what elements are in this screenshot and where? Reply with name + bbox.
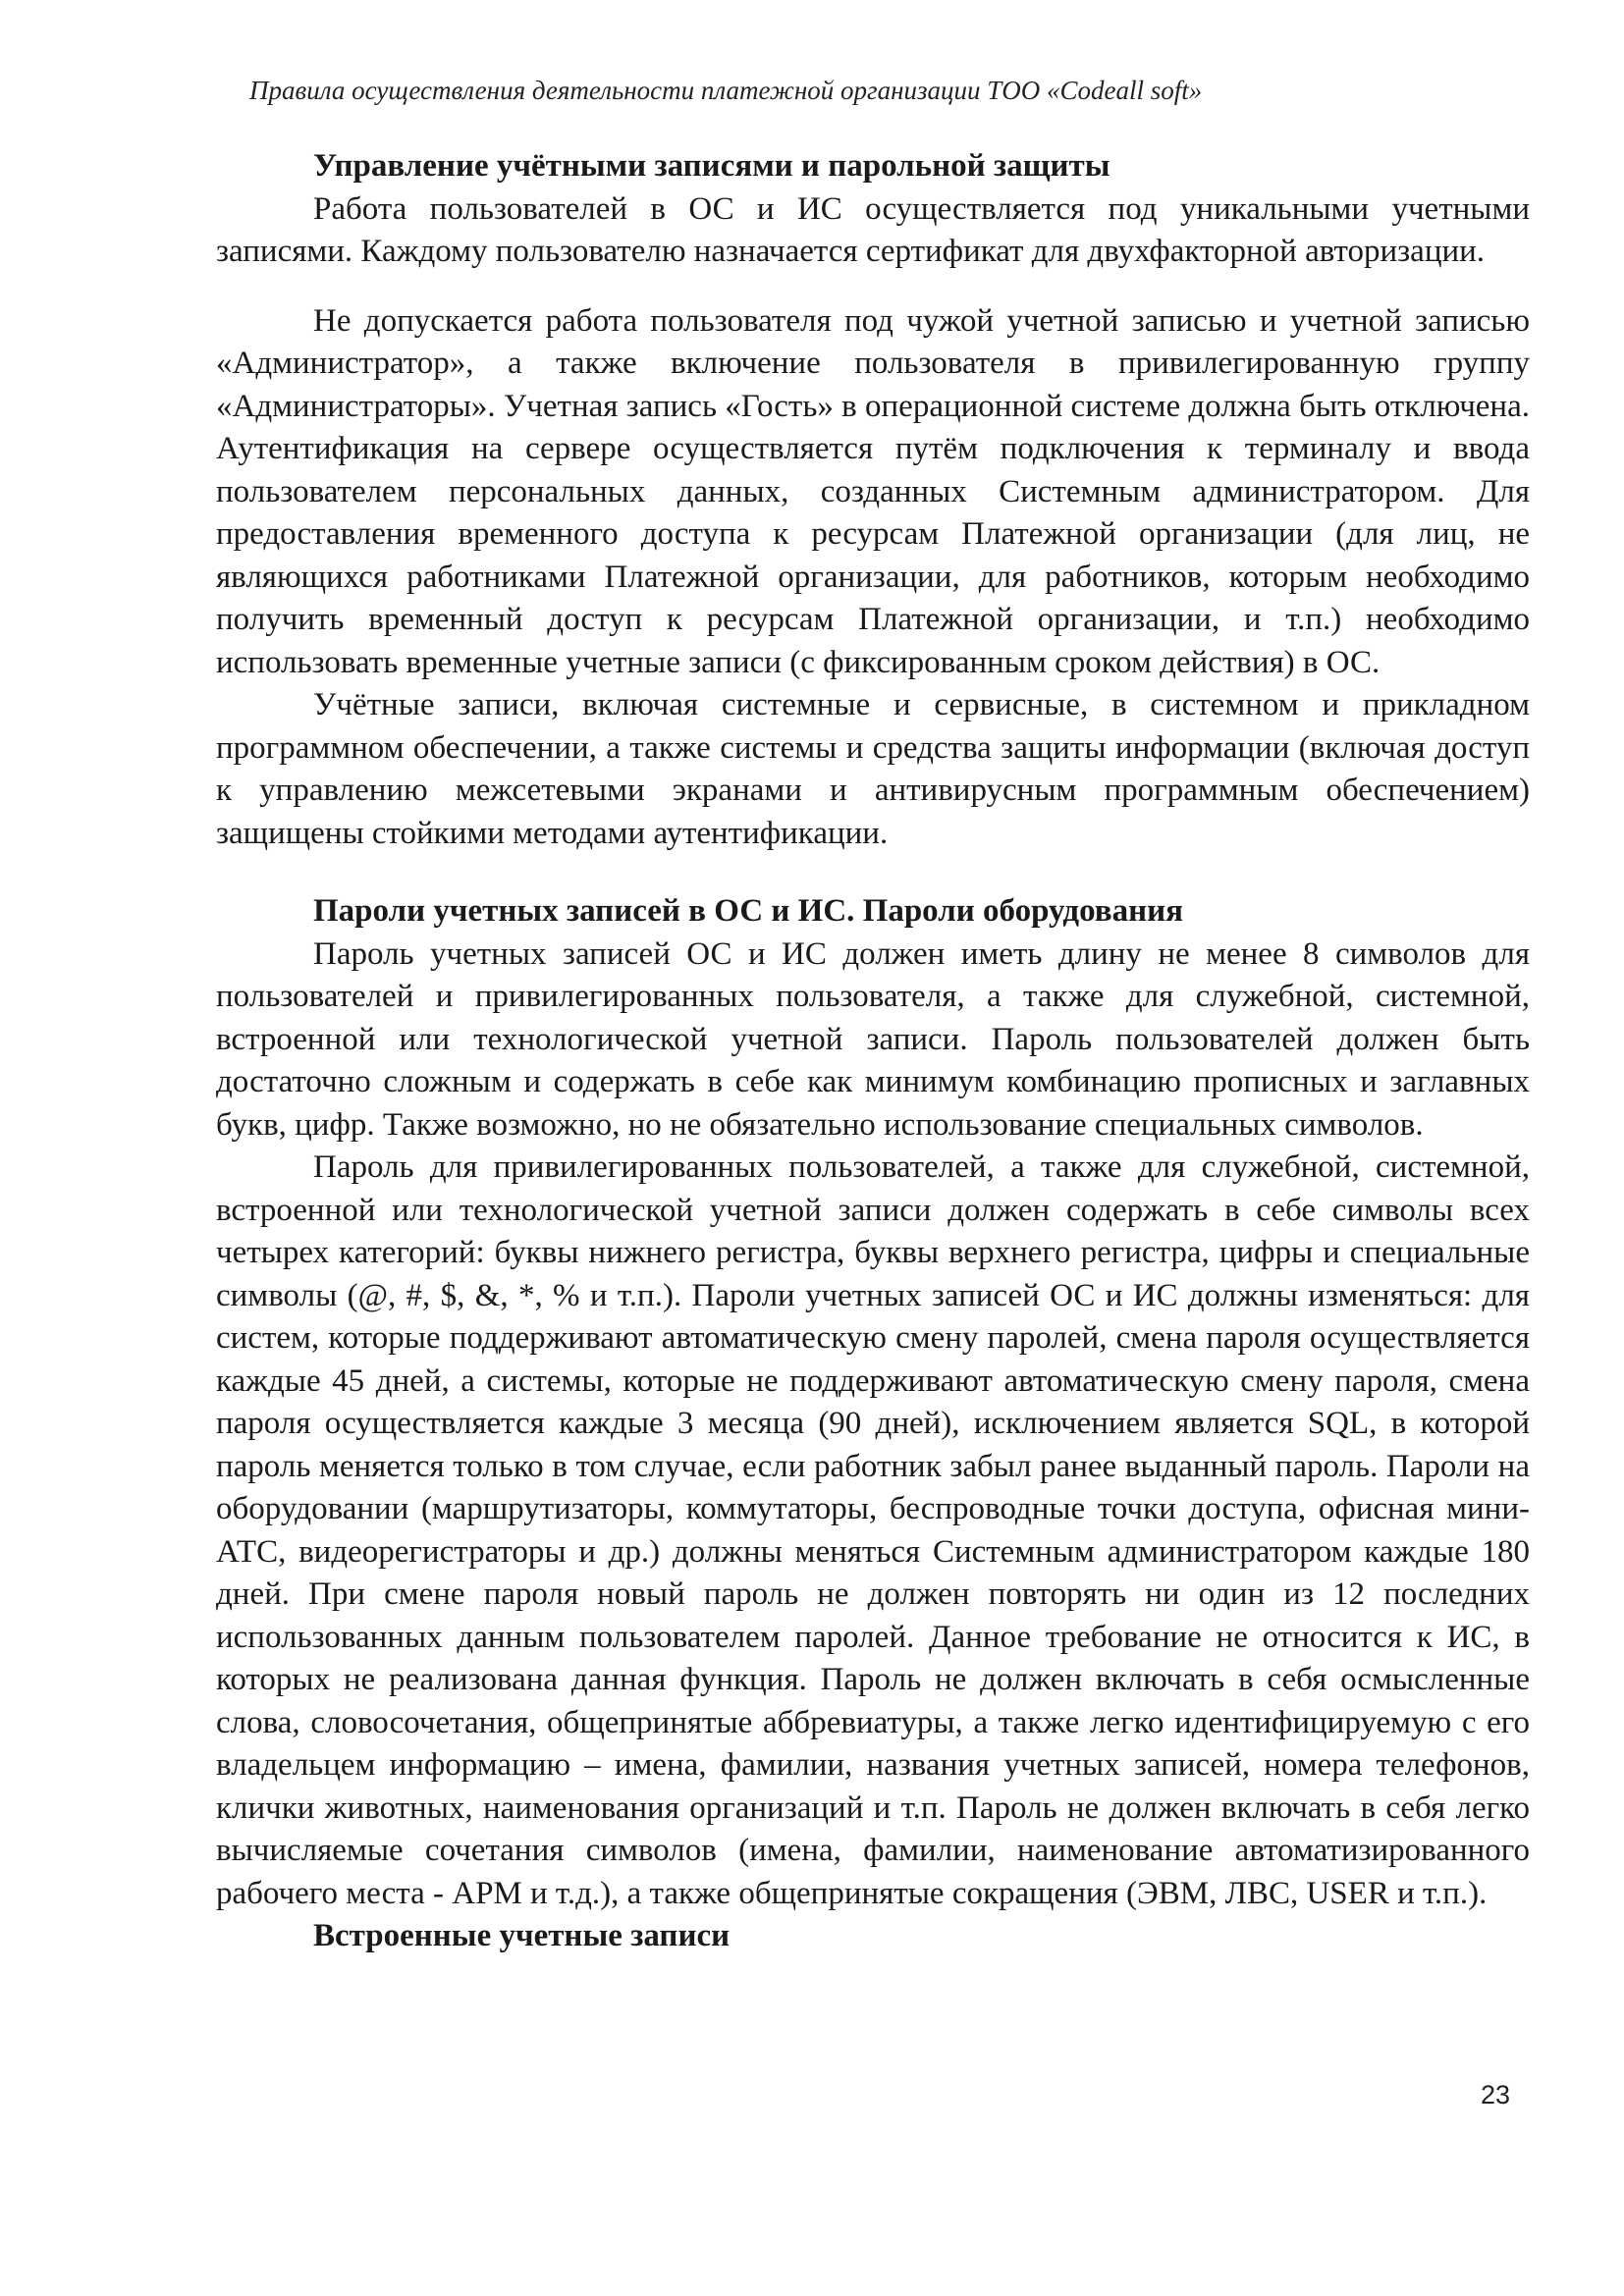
section-heading-builtin: Встроенные учетные записи: [313, 1918, 731, 1953]
page-body: [216, 145, 1530, 1958]
section-heading-accounts: Управление учётными записями и парольной защиты: [313, 148, 1110, 184]
page-number: 23: [1481, 2080, 1511, 2109]
paragraph: Работа пользователей в ОС и ИС осуществляется под уникальными учетными записями. Каждому пользователю назначается сертификат для двухфакторной авторизации.: [216, 190, 1530, 269]
section-heading-passwords: Пароли учетных записей в ОС и ИС. Пароли оборудования: [313, 893, 1184, 929]
running-header: Правила осуществления деятельности платежной организации ТОО «Codeall soft»: [249, 76, 1203, 105]
paragraph: Пароль для привилегированных пользователей, а также для служебной, системной, встроенной или технологической учетной записи должен содержать в себе символы всех четырех категорий: буквы нижнего регистра, буквы верхнего регистра, цифры и специальные символы (@, #, $, &, *, % и т.п.). Пароли учетных записей ОС и ИС должны изменяться: для систем, которые поддерживают автоматическую смену паролей, смена пароля осуществляется каждые 45 дней, а системы, которые не поддерживают автоматическую смену пароля, смена пароля осуществляется каждые 3 месяца (90 дней), исключением является SQL, в которой пароль меняется только в том случае, если работник забыл ранее выданный пароль. Пароли на оборудовании (маршрутизаторы, коммутаторы, беспроводные точки доступа, офисная мини-АТС, видеорегистраторы и др.) должны меняться Системным администратором каждые 180 дней. При смене пароля новый пароль не должен повторять ни один из 12 последних использованных данным пользователем паролей. Данное требование не относится к ИС, в которых не реализована данная функция. Пароль не должен включать в себя осмысленные слова, словосочетания, общепринятые аббревиатуры, а также легко идентифицируемую с его владельцем информацию – имена, фамилии, названия учетных записей, номера телефонов, клички животных, наименования организаций и т.п. Пароль не должен включать в себя легко вычисляемые сочетания символов (имена, фамилии, наименование автоматизированного рабочего места - АРМ и т.д.), а также общепринятые сокращения (ЭВМ, ЛВС, USER и т.п.).: [216, 1149, 1530, 1911]
paragraph: Пароль учетных записей ОС и ИС должен иметь длину не менее 8 символов для пользователей и привилегированных пользователя, а также для служебной, системной, встроенной или технологической учетной записи. Пароль пользователей должен быть достаточно сложным и содержать в себе как минимум комбинацию прописных и заглавных букв, цифр. Также возможно, но не обязательно использование специальных символов.: [216, 935, 1530, 1143]
paragraph: Учётные записи, включая системные и сервисные, в системном и прикладном программном обеспечении, а также системы и средства защиты информации (включая доступ к управлению межсетевыми экранами и антивирусным программным обеспечением) защищены стойкими методами аутентификации.: [216, 687, 1530, 851]
paragraph: Не допускается работа пользователя под чужой учетной записью и учетной записью «Администратор», а также включение пользователя в привилегированную группу «Администраторы». Учетная запись «Гость» в операционной системе должна быть отключена. Аутентификация на сервере осуществляется путём подключения к терминалу и ввода пользователем персональных данных, созданных Системным администратором. Для предоставления временного доступа к ресурсам Платежной организации (для лиц, не являющихся работниками Платежной организации, для работников, которым необходимо получить временный доступ к ресурсам Платежной организации, и т.п.) необходимо использовать временные учетные записи (с фиксированным сроком действия) в ОС.: [216, 302, 1530, 680]
